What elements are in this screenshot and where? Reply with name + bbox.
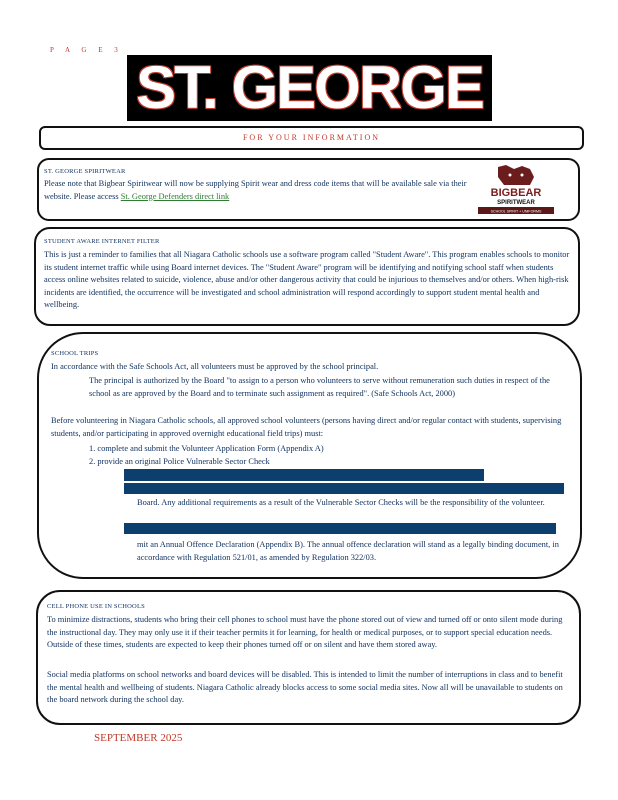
school-trips-intro: In accordance with the Safe Schools Act, all volunteers must be approved by the school principal.: [51, 362, 379, 371]
info-banner: [39, 126, 584, 150]
cell-phone-policy: To minimize distractions, students who bring their cell phones to school must have the phone stored out of view and turned off or onto silent mode during the instructional day. They may only use it if their teacher permits it for learning, for health or medical purposes, or to support special education needs. Outside of these times, students are expected to keep their phones turned off or on silent and have them stored away.: [47, 615, 563, 650]
redaction-bar: [124, 469, 484, 481]
redaction-bar: [124, 523, 556, 534]
spiritwear-heading: ST. GEORGE SPIRITWEAR: [44, 168, 126, 175]
school-trips-requirements: Before volunteering in Niagara Catholic schools, all approved school volunteers (persons having direct and/or regular contact with students, supervising students, and/or participating in approved overnight educational field trips) must:: [51, 416, 562, 438]
masthead: [127, 55, 492, 121]
redaction-bar: [124, 483, 564, 494]
vulnerable-sector-note: Board. Any additional requirements as a result of the Vulnerable Sector Checks will be the responsibility of the volunteer.: [137, 498, 545, 507]
logo-tagline: SCHOOL SPIRIT + UNIFORMS: [490, 209, 542, 214]
info-banner-label: FOR YOUR INFORMATION: [242, 133, 381, 142]
bigbear-logo: [476, 163, 556, 216]
requirement-item-1: 1. complete and submit the Volunteer Application Form (Appendix A): [89, 444, 324, 453]
page-number: P A G E 3: [50, 46, 123, 54]
issue-date: SEPTEMBER 2025: [94, 732, 183, 744]
bear-head-icon: [498, 165, 534, 185]
offence-declaration-note: mit an Annual Offence Declaration (Appendix B). The annual offence declaration will stand as a legally binding document, in accordance with Regulation 521/01, as amended by Regulation 322/03.: [137, 540, 559, 562]
spiritwear-text: Please note that Bigbear Spiritwear will now be supplying Spirit wear and dress code items that will be available sale via their website. Please access St. George Defenders direct link: [44, 179, 467, 201]
logo-word-spiritwear: SPIRITWEAR: [497, 200, 535, 206]
spiritwear-link[interactable]: St. George Defenders direct link: [120, 191, 230, 201]
cell-phone-heading: CELL PHONE USE IN SCHOOLS: [47, 603, 145, 610]
school-trips-authority: The principal is authorized by the Board "to assign to a person who volunteers to serve without remuneration such duties in respect of the school as are approved by the Board and to terminate such assignment as required". (Safe Schools Act, 2000): [89, 376, 550, 398]
internet-filter-text: This is just a reminder to families that all Niagara Catholic schools use a software program called "Student Aware". This program enables schools to monitor its student internet traffic while using Board internet devices. The "Student Aware" program will be identifying and notifying school staff when students access online websites related to suicide, violence, abuse and/or other dangerous activity that could be injurious to themselves and/or others. When high-risk incidents are identified, the occurrence will be investigated and school administration will respond accordingly to support student mental health and wellbeing.: [44, 250, 570, 310]
requirement-item-2: 2. provide an original Police Vulnerable Sector Check: [89, 457, 270, 466]
social-media-policy: Social media platforms on school networks and board devices will be disabled. This is intended to limit the number of interruptions in class and to benefit the mental health and wellbeing of students. Niagara Catholic already blocks access to some social media sites. Now all will be unavailable to students on the board network during the school day.: [47, 670, 563, 705]
internet-filter-heading: STUDENT AWARE INTERNET FILTER: [44, 238, 160, 245]
school-trips-heading: SCHOOL TRIPS: [51, 350, 99, 357]
masthead-title: ST. GEORGE: [136, 55, 483, 121]
logo-word-bigbear: BIGBEAR: [490, 187, 542, 199]
